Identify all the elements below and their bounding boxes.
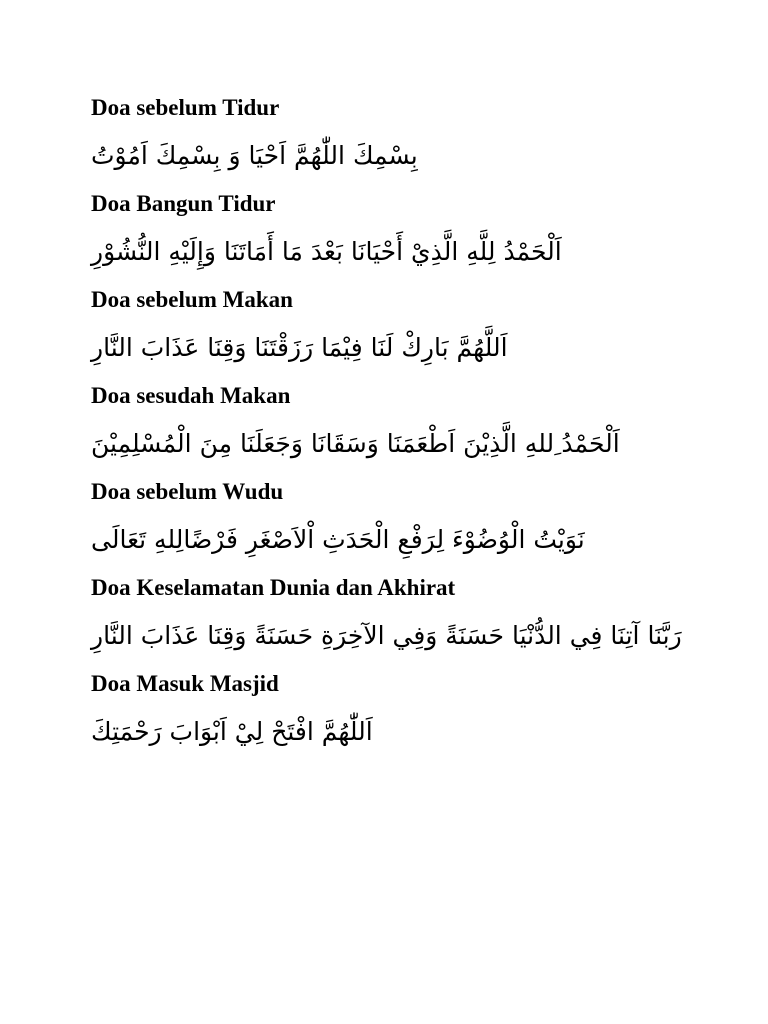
prayer-entry <box>91 188 691 284</box>
prayer-entry <box>91 92 691 188</box>
prayer-arabic-text: نَوَيْتُ الْوُضُوْءَ لِرَفْعِ الْحَدَثِ اْلاَصْغَرِ فَرْضًالِلهِ تَعَالَى <box>91 525 585 554</box>
prayer-arabic-text: اَللّٰهُمَّ افْتَحْ لِيْ اَبْوَابَ رَحْمَتِكَ <box>91 717 373 746</box>
prayer-title: Doa Bangun Tidur <box>91 191 276 216</box>
prayer-entry <box>91 380 691 476</box>
prayer-entry <box>91 572 691 668</box>
prayer-arabic-text: اَلْحَمْدُ ِللهِ الَّذِيْنَ اَطْعَمَنَا وَسَقَانَا وَجَعَلَنَا مِنَ الْمُسْلِمِيْنَ <box>91 429 620 458</box>
prayer-title: Doa sesudah Makan <box>91 383 291 408</box>
prayer-entry <box>91 476 691 572</box>
prayer-arabic-text: اَللَّهُمَّ بَارِكْ لَنَا فِيْمَا رَزَقْتَنَا وَقِنَا عَذَابَ النَّارِ <box>91 333 508 362</box>
prayer-entry <box>91 668 691 764</box>
prayer-title: Doa sebelum Wudu <box>91 479 284 504</box>
prayer-title: Doa sebelum Tidur <box>91 95 280 120</box>
prayer-title: Doa Keselamatan Dunia dan Akhirat <box>91 575 456 600</box>
prayer-title: Doa sebelum Makan <box>91 287 293 312</box>
prayer-arabic-text: رَبَّنَا آتِنَا فِي الدُّنْيَا حَسَنَةً وَفِي الآخِرَةِ حَسَنَةً وَقِنَا عَذَابَ النَّارِ <box>91 621 682 650</box>
prayer-arabic-text: اَلْحَمْدُ لِلَّهِ الَّذِيْ أَحْيَانَا بَعْدَ مَا أَمَاتَنَا وَإِلَيْهِ النُّشُوْرِ <box>91 237 562 266</box>
prayer-title: Doa Masuk Masjid <box>91 671 279 696</box>
prayer-arabic-text: بِسْمِكَ اللّٰهُمَّ اَحْيَا وَ بِسْمِكَ اَمُوْتُ <box>91 141 418 170</box>
document-page <box>91 92 691 764</box>
prayer-entry <box>91 284 691 380</box>
